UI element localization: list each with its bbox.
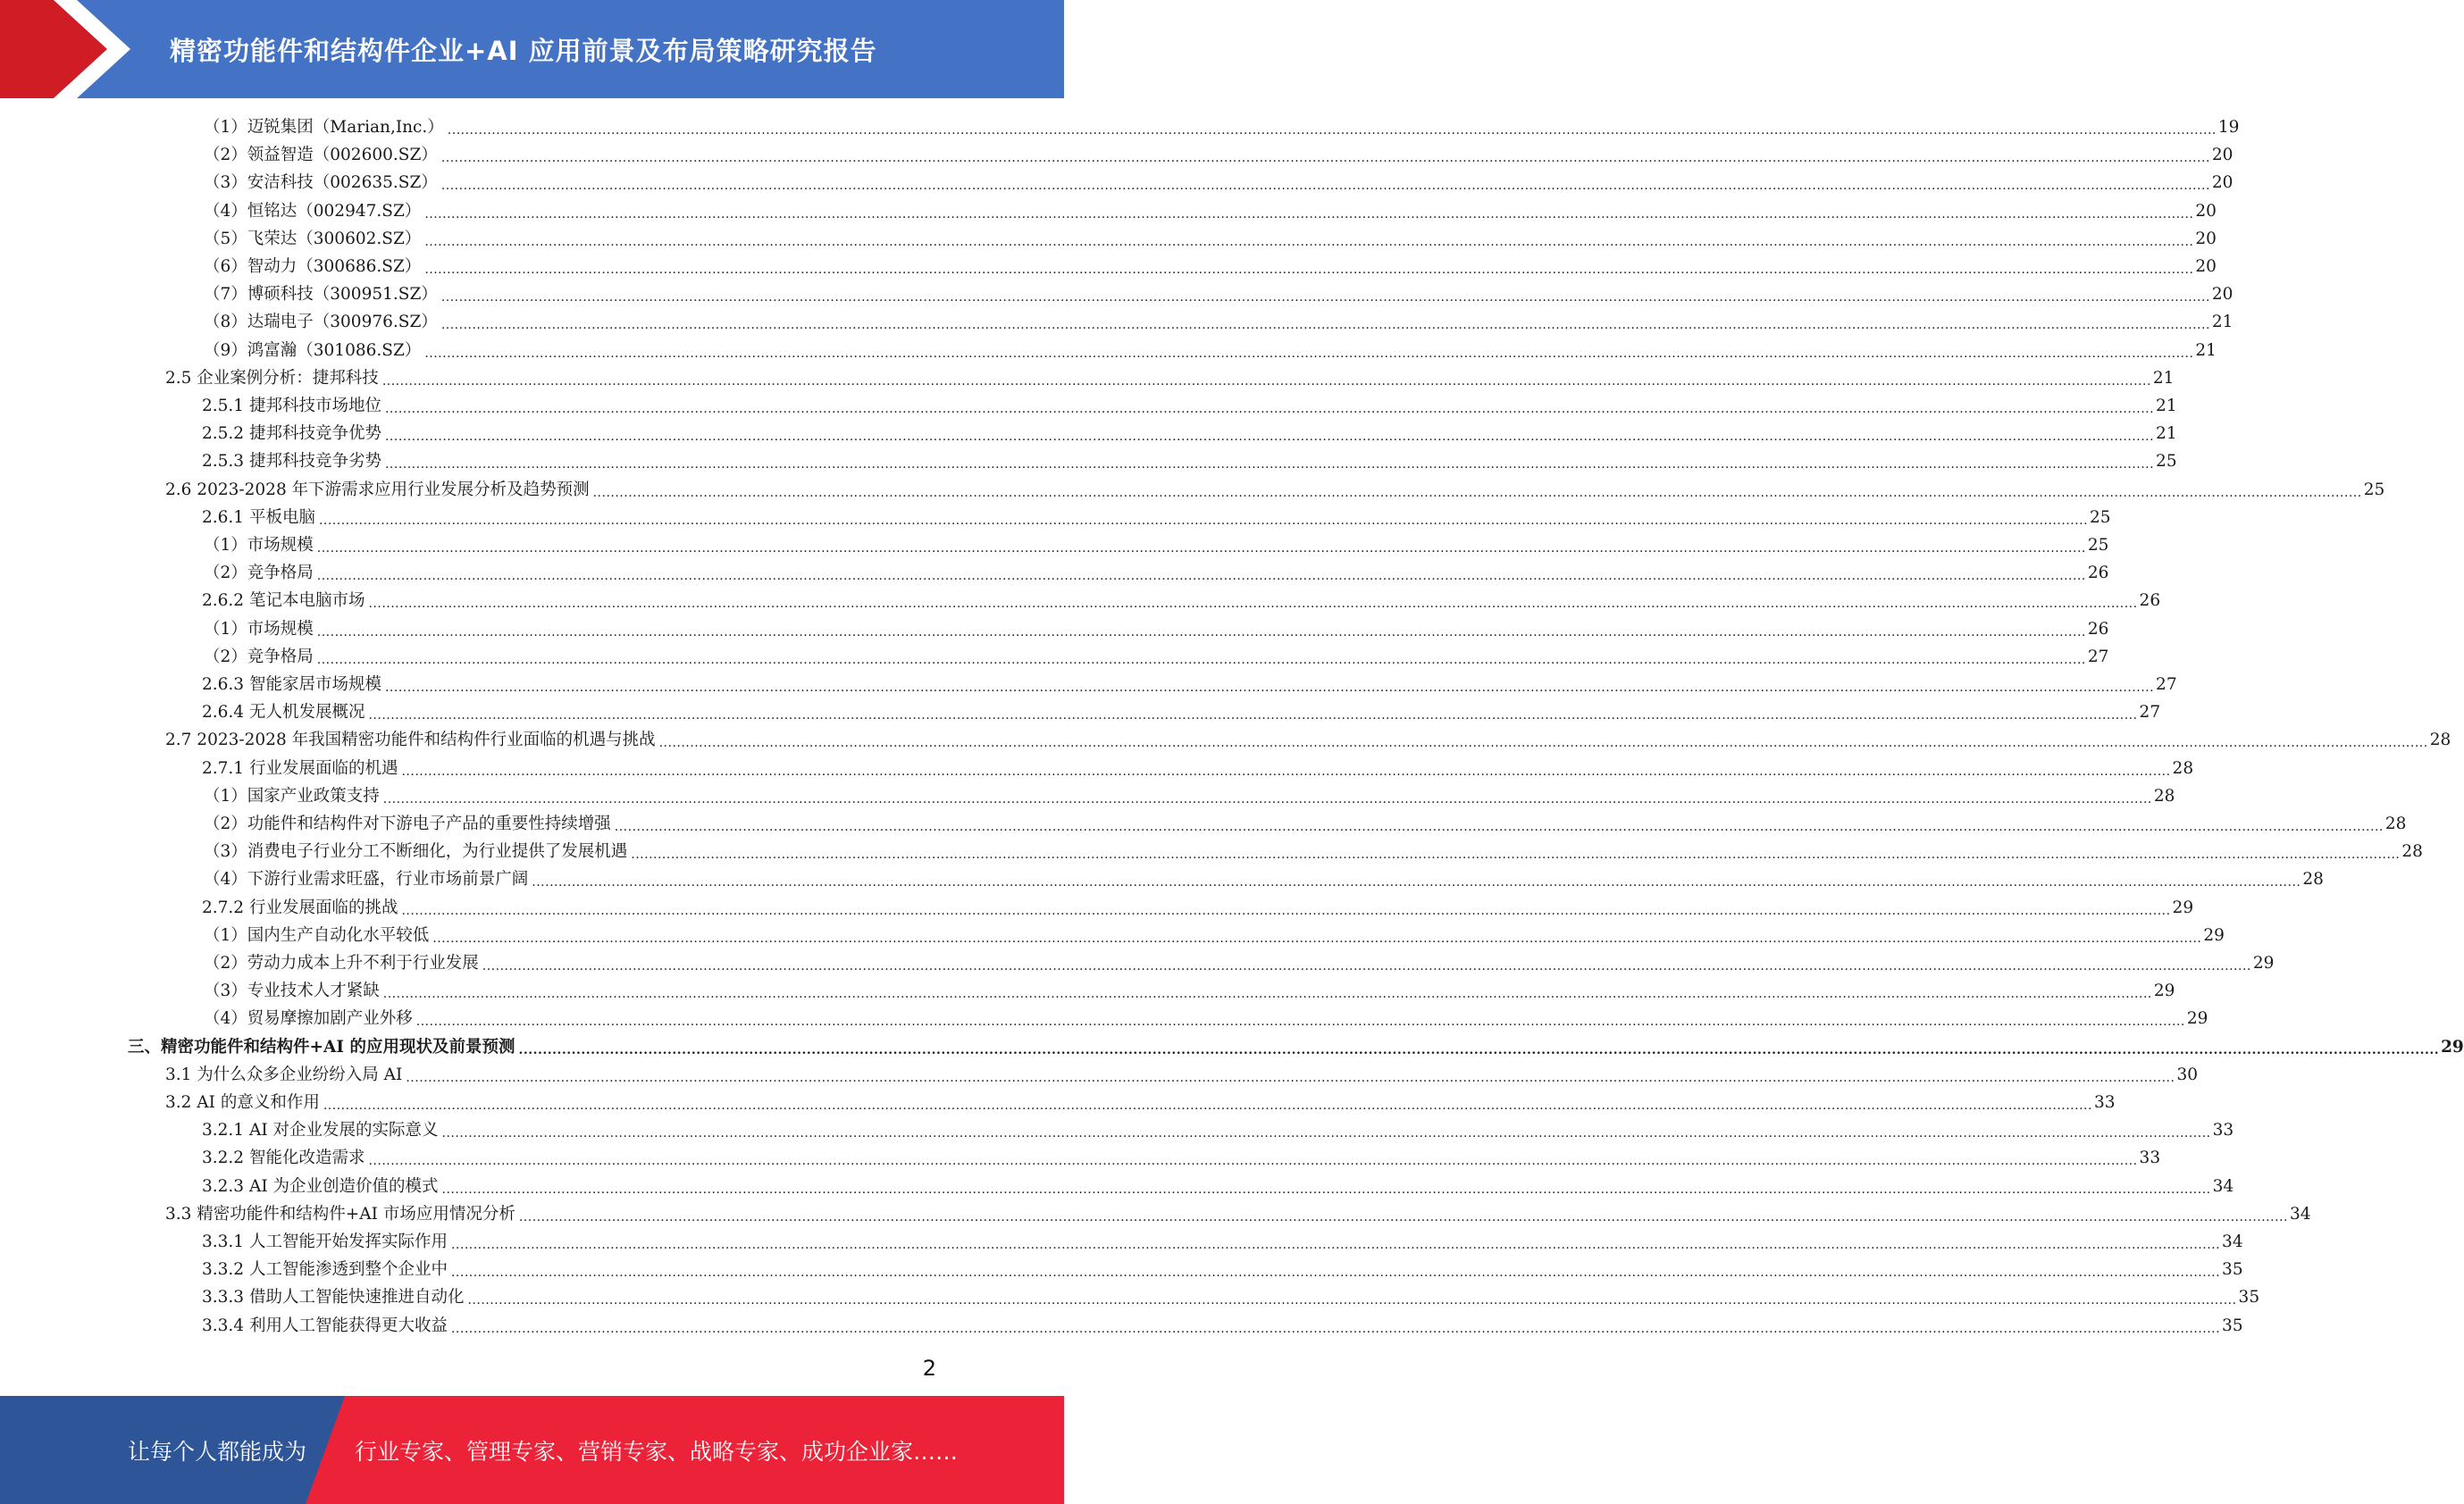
- toc-entry-page: 21: [2211, 313, 2234, 332]
- toc-entry-page: 35: [2222, 1316, 2243, 1335]
- toc-entry-page: 35: [2238, 1288, 2260, 1308]
- toc-dot-leader: ................................................................................................................................................................................................................................................................................................................................................................................................................: [368, 708, 2138, 723]
- toc-dot-leader: ................................................................................................................................................................................................................................................................................................................................................................................................................: [381, 373, 2151, 389]
- toc-entry[interactable]: [202, 1116, 2234, 1144]
- toc-entry-page: 34: [2212, 1176, 2234, 1196]
- toc-entry[interactable]: [202, 420, 2177, 447]
- toc-entry[interactable]: [204, 531, 2109, 559]
- toc-dot-leader: ................................................................................................................................................................................................................................................................................................................................................................................................................: [450, 1266, 2221, 1281]
- toc-entry[interactable]: [204, 977, 2175, 1005]
- toc-entry-page: 25: [2156, 452, 2177, 472]
- page-number: 2: [922, 1356, 936, 1381]
- toc-dot-leader: ................................................................................................................................................................................................................................................................................................................................................................................................................: [441, 1126, 2211, 1141]
- toc-dot-leader: ................................................................................................................................................................................................................................................................................................................................................................................................................: [450, 1321, 2221, 1336]
- toc-entry-page: 29: [2441, 1037, 2464, 1057]
- toc-entry[interactable]: [202, 1283, 2260, 1311]
- toc-entry-page: 26: [2139, 591, 2161, 611]
- toc-entry[interactable]: [204, 922, 2225, 949]
- toc-dot-leader: ................................................................................................................................................................................................................................................................................................................................................................................................................: [424, 234, 2194, 249]
- toc-entry-label: （1）市场规模: [204, 619, 314, 639]
- toc-entry-label: （2）功能件和结构件对下游电子产品的重要性持续增强: [204, 815, 611, 833]
- toc-entry-label: （4）下游行业需求旺盛，行业市场前景广阔: [204, 870, 529, 890]
- toc-dot-leader: ................................................................................................................................................................................................................................................................................................................................................................................................................: [424, 206, 2194, 221]
- toc-entry-page: 28: [2153, 786, 2175, 806]
- toc-dot-leader: ................................................................................................................................................................................................................................................................................................................................................................................................................: [432, 931, 2202, 946]
- toc-entry-label: 3.2 AI 的意义和作用: [165, 1093, 320, 1112]
- toc-dot-leader: ................................................................................................................................................................................................................................................................................................................................................................................................................: [592, 485, 2362, 500]
- footer-slogan-left: 让每个人都能成为: [128, 1438, 307, 1465]
- toc-dot-leader: ................................................................................................................................................................................................................................................................................................................................................................................................................: [384, 430, 2155, 445]
- toc-entry-label: 3.1 为什么众多企业纷纷入局 AI: [165, 1065, 403, 1084]
- toc-entry[interactable]: [202, 1312, 2243, 1340]
- toc-dot-leader: ................................................................................................................................................................................................................................................................................................................................................................................................................: [316, 624, 2086, 639]
- toc-dot-leader: ................................................................................................................................................................................................................................................................................................................................................................................................................: [424, 263, 2194, 277]
- toc-entry[interactable]: [204, 782, 2175, 810]
- toc-entry-page: 19: [2217, 118, 2240, 137]
- toc-dot-leader: ................................................................................................................................................................................................................................................................................................................................................................................................................: [450, 1238, 2221, 1252]
- toc-entry-label: （2）竞争格局: [204, 647, 314, 666]
- toc-entry[interactable]: [165, 1061, 2198, 1089]
- toc-entry-label: （2）竞争格局: [204, 564, 314, 583]
- toc-entry-label: 2.6.3 智能家居市场规模: [202, 675, 381, 694]
- toc-entry[interactable]: [202, 447, 2177, 475]
- toc-entry-page: 21: [2152, 368, 2175, 388]
- toc-entry-label: （1）国内生产自动化水平较低: [204, 925, 430, 945]
- toc-entry-label: （2）领益智造（002600.SZ）: [204, 146, 438, 165]
- toc-entry-page: 34: [2222, 1232, 2243, 1251]
- toc-entry[interactable]: [204, 838, 2423, 865]
- toc-dot-leader: ................................................................................................................................................................................................................................................................................................................................................................................................................: [406, 1070, 2175, 1085]
- toc-entry-page: 20: [2211, 173, 2234, 193]
- toc-entry-page: 33: [2093, 1093, 2116, 1112]
- toc-entry-page: 35: [2222, 1260, 2243, 1280]
- toc-entry-page: 28: [2429, 731, 2451, 750]
- toc-entry[interactable]: [165, 726, 2451, 754]
- toc-entry-page: 25: [2363, 480, 2385, 499]
- toc-entry[interactable]: [202, 1173, 2234, 1200]
- toc-dot-leader: ................................................................................................................................................................................................................................................................................................................................................................................................................: [631, 848, 2401, 863]
- toc-entry-page: 33: [2139, 1149, 2161, 1168]
- toc-entry-page: 21: [2156, 424, 2177, 444]
- toc-entry[interactable]: [202, 1256, 2243, 1283]
- toc-entry-label: 2.7 2023-2028 年我国精密功能件和结构件行业面临的机遇与挑战: [165, 731, 656, 750]
- toc-dot-leader: ................................................................................................................................................................................................................................................................................................................................................................................................................: [401, 764, 2171, 779]
- toc-dot-leader: ................................................................................................................................................................................................................................................................................................................................................................................................................: [424, 346, 2194, 361]
- toc-entry-label: （5）飞荣达（300602.SZ）: [204, 229, 422, 248]
- toc-entry-label: 2.5.3 捷邦科技竞争劣势: [202, 452, 381, 472]
- toc-entry[interactable]: [165, 476, 2385, 504]
- toc-entry-label: 3.3.4 利用人工智能获得更大收益: [202, 1316, 448, 1335]
- toc-entry-page: 27: [2139, 703, 2161, 723]
- toc-dot-leader: ................................................................................................................................................................................................................................................................................................................................................................................................................: [532, 875, 2301, 890]
- toc-entry[interactable]: [204, 253, 2217, 280]
- toc-entry[interactable]: [202, 698, 2161, 726]
- toc-dot-leader: ................................................................................................................................................................................................................................................................................................................................................................................................................: [467, 1293, 2237, 1308]
- toc-entry-page: 26: [2087, 619, 2109, 639]
- toc-entry[interactable]: [204, 197, 2217, 225]
- toc-dot-leader: ................................................................................................................................................................................................................................................................................................................................................................................................................: [447, 123, 2217, 138]
- toc-entry-page: 20: [2211, 285, 2234, 305]
- toc-dot-leader: ................................................................................................................................................................................................................................................................................................................................................................................................................: [384, 457, 2155, 472]
- toc-entry-label: （3）专业技术人才紧缺: [204, 982, 380, 1001]
- toc-entry-label: 3.3.2 人工智能渗透到整个企业中: [202, 1260, 448, 1280]
- toc-dot-leader: ................................................................................................................................................................................................................................................................................................................................................................................................................: [316, 652, 2086, 667]
- toc-entry-page: 21: [2195, 340, 2217, 360]
- toc-entry-page: 26: [2087, 564, 2109, 583]
- toc-entry[interactable]: [204, 113, 2240, 141]
- toc-entry[interactable]: [204, 615, 2109, 643]
- toc-entry[interactable]: [202, 894, 2194, 922]
- toc-entry[interactable]: [204, 308, 2234, 336]
- toc-entry-page: 29: [2153, 982, 2175, 1001]
- toc-entry-label: 三、精密功能件和结构件+AI 的应用现状及前景预测: [128, 1037, 515, 1057]
- toc-entry-page: 28: [2401, 842, 2423, 862]
- toc-dot-leader: ................................................................................................................................................................................................................................................................................................................................................................................................................: [382, 987, 2152, 1002]
- toc-dot-leader: ................................................................................................................................................................................................................................................................................................................................................................................................................: [658, 736, 2428, 751]
- toc-entry-label: 2.7.1 行业发展面临的机遇: [202, 758, 398, 778]
- toc-entry-page: 28: [2384, 815, 2407, 833]
- toc-entry-label: （9）鸿富瀚（301086.SZ）: [204, 340, 422, 360]
- toc-entry[interactable]: [204, 337, 2217, 364]
- toc-entry[interactable]: [204, 559, 2109, 587]
- toc-dot-leader: ................................................................................................................................................................................................................................................................................................................................................................................................................: [401, 903, 2171, 918]
- toc-entry-label: 2.6.2 笔记本电脑市场: [202, 591, 365, 611]
- toc-entry-label: （7）博硕科技（300951.SZ）: [204, 285, 438, 305]
- toc-entry-label: 2.5 企业案例分析：捷邦科技: [165, 368, 379, 388]
- toc-entry-page: 25: [2087, 536, 2109, 555]
- toc-entry-label: 2.7.2 行业发展面临的挑战: [202, 898, 398, 917]
- footer-slogan-right: 行业专家、管理专家、营销专家、战略专家、成功企业家……: [355, 1438, 959, 1465]
- toc-entry[interactable]: [204, 1005, 2208, 1032]
- toc-entry-page: 27: [2087, 647, 2109, 666]
- toc-entry[interactable]: [202, 671, 2177, 698]
- toc-entry-page: 29: [2186, 1009, 2208, 1029]
- toc-entry[interactable]: [204, 169, 2234, 196]
- toc-entry-page: 33: [2212, 1121, 2234, 1141]
- toc-entry-label: 3.3 精密功能件和结构件+AI 市场应用情况分析: [165, 1204, 515, 1224]
- toc-entry-page: 20: [2195, 257, 2217, 276]
- toc-entry-label: （3）消费电子行业分工不断细化，为行业提供了发展机遇: [204, 842, 628, 862]
- toc-entry-page: 29: [2172, 898, 2194, 917]
- toc-entry[interactable]: [202, 1228, 2243, 1256]
- toc-entry-label: （1）迈锐集团（Marian,Inc.）: [204, 118, 444, 137]
- toc-entry[interactable]: [165, 364, 2175, 392]
- toc-entry-label: （1）市场规模: [204, 536, 314, 555]
- footer-banner: [0, 1396, 1064, 1504]
- toc-dot-leader: ................................................................................................................................................................................................................................................................................................................................................................................................................: [368, 597, 2138, 612]
- toc-entry-label: （8）达瑞电子（300976.SZ）: [204, 313, 438, 332]
- toc-dot-leader: ................................................................................................................................................................................................................................................................................................................................................................................................................: [614, 820, 2384, 834]
- toc-entry-label: 3.2.1 AI 对企业发展的实际意义: [202, 1121, 439, 1141]
- toc-dot-leader: ................................................................................................................................................................................................................................................................................................................................................................................................................: [316, 541, 2086, 556]
- toc-dot-leader: ................................................................................................................................................................................................................................................................................................................................................................................................................: [440, 179, 2210, 194]
- toc-entry-page: 34: [2289, 1204, 2311, 1224]
- toc-entry-label: （6）智动力（300686.SZ）: [204, 257, 422, 276]
- toc-entry[interactable]: [202, 1144, 2161, 1172]
- chevron-arrow-icon: [0, 0, 143, 98]
- toc-entry-page: 30: [2176, 1065, 2198, 1084]
- toc-dot-leader: ................................................................................................................................................................................................................................................................................................................................................................................................................: [518, 1042, 2440, 1057]
- toc-entry-label: （3）安洁科技（002635.SZ）: [204, 173, 438, 193]
- toc-entry-page: 27: [2156, 675, 2177, 694]
- toc-entry[interactable]: [202, 587, 2161, 614]
- toc-dot-leader: ................................................................................................................................................................................................................................................................................................................................................................................................................: [382, 791, 2152, 806]
- report-header: [0, 0, 1064, 98]
- toc-entry-label: （4）贸易摩擦加剧产业外移: [204, 1009, 413, 1029]
- toc-entry[interactable]: [204, 225, 2217, 253]
- toc-dot-leader: ................................................................................................................................................................................................................................................................................................................................................................................................................: [316, 569, 2086, 584]
- toc-entry[interactable]: [202, 392, 2177, 420]
- toc-entry-label: （1）国家产业政策支持: [204, 786, 380, 806]
- toc-entry-page: 28: [2172, 758, 2194, 778]
- report-title: 精密功能件和结构件企业+AI 应用前景及布局策略研究报告: [170, 35, 877, 66]
- toc-dot-leader: ................................................................................................................................................................................................................................................................................................................................................................................................................: [440, 290, 2210, 305]
- toc-entry-page: 29: [2203, 925, 2225, 945]
- toc-dot-leader: ................................................................................................................................................................................................................................................................................................................................................................................................................: [318, 513, 2089, 528]
- toc-entry[interactable]: [165, 1200, 2311, 1228]
- toc-dot-leader: ................................................................................................................................................................................................................................................................................................................................................................................................................: [368, 1154, 2138, 1169]
- toc-entry-label: 2.5.1 捷邦科技市场地位: [202, 397, 381, 415]
- toc-entry[interactable]: [204, 949, 2275, 977]
- toc-entry-page: 20: [2195, 229, 2217, 248]
- toc-entry[interactable]: [204, 865, 2324, 893]
- toc-entry[interactable]: [202, 755, 2194, 782]
- toc-dot-leader: ................................................................................................................................................................................................................................................................................................................................................................................................................: [440, 318, 2210, 333]
- toc-entry[interactable]: [204, 280, 2234, 308]
- toc-dot-leader: ................................................................................................................................................................................................................................................................................................................................................................................................................: [384, 681, 2155, 695]
- toc-dot-leader: ................................................................................................................................................................................................................................................................................................................................................................................................................: [441, 1182, 2211, 1197]
- toc-entry-label: 3.3.3 借助人工智能快速推进自动化: [202, 1288, 465, 1308]
- toc-entry[interactable]: [204, 141, 2234, 169]
- toc-entry-label: 3.2.3 AI 为企业创造价值的模式: [202, 1176, 439, 1196]
- toc-entry-page: 20: [2211, 146, 2234, 165]
- toc-entry[interactable]: [202, 504, 2111, 531]
- toc-entry-label: 3.3.1 人工智能开始发挥实际作用: [202, 1232, 448, 1251]
- toc-entry[interactable]: [204, 643, 2109, 671]
- toc-entry-page: 29: [2252, 954, 2275, 973]
- toc-entry-page: 25: [2090, 507, 2111, 527]
- toc-entry-page: 20: [2195, 201, 2217, 221]
- toc-dot-leader: ................................................................................................................................................................................................................................................................................................................................................................................................................: [384, 402, 2155, 416]
- toc-entry-label: （4）恒铭达（002947.SZ）: [204, 201, 422, 221]
- toc-entry[interactable]: [204, 810, 2407, 838]
- toc-entry-label: 2.6.1 平板电脑: [202, 507, 315, 527]
- toc-entry[interactable]: [128, 1033, 2464, 1061]
- toc-entry-label: （2）劳动力成本上升不利于行业发展: [204, 954, 479, 973]
- toc-entry-label: 2.6.4 无人机发展概况: [202, 703, 365, 723]
- toc-dot-leader: ................................................................................................................................................................................................................................................................................................................................................................................................................: [482, 959, 2251, 973]
- toc-entry[interactable]: [165, 1089, 2116, 1116]
- toc-entry-label: 2.6 2023-2028 年下游需求应用行业发展分析及趋势预测: [165, 480, 590, 499]
- toc-entry-page: 21: [2156, 397, 2177, 415]
- toc-entry-label: 3.2.2 智能化改造需求: [202, 1149, 365, 1168]
- toc-entry-page: 28: [2302, 870, 2324, 890]
- toc-dot-leader: ................................................................................................................................................................................................................................................................................................................................................................................................................: [440, 151, 2210, 166]
- toc-dot-leader: ................................................................................................................................................................................................................................................................................................................................................................................................................: [518, 1209, 2288, 1224]
- toc-dot-leader: ................................................................................................................................................................................................................................................................................................................................................................................................................: [415, 1015, 2185, 1030]
- toc-entry-label: 2.5.2 捷邦科技竞争优势: [202, 424, 381, 444]
- toc-dot-leader: ................................................................................................................................................................................................................................................................................................................................................................................................................: [323, 1099, 2092, 1113]
